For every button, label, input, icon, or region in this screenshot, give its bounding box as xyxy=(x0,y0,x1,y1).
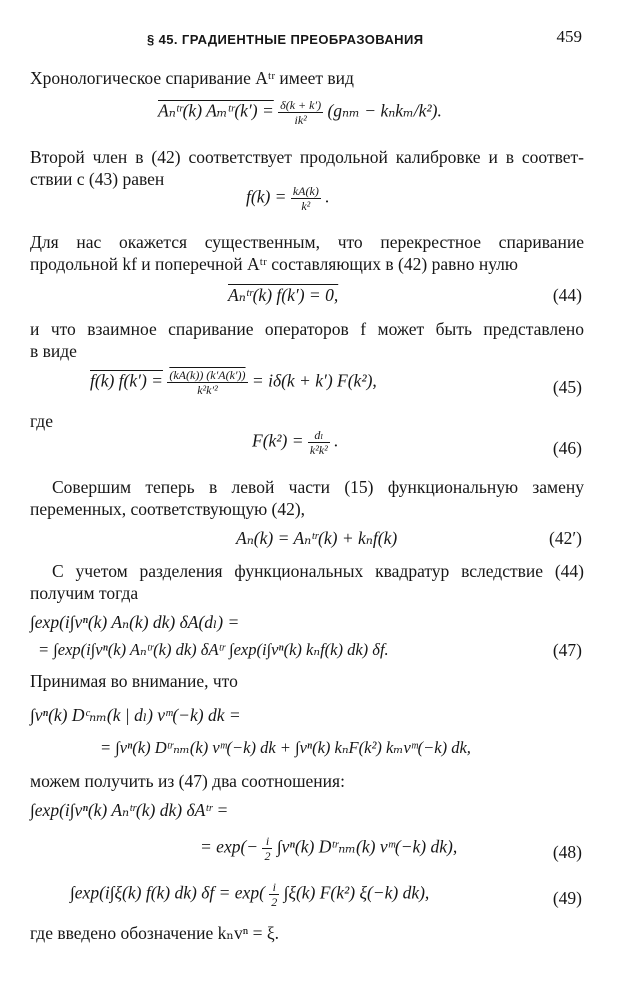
paragraph: переменных, соответствующую (42), xyxy=(30,499,306,519)
paragraph: в виде xyxy=(30,341,77,361)
fraction-numerator: dₗ xyxy=(308,428,330,443)
equation: ∫exp(i∫vⁿ(k) Aₙᵗʳ(k) dk) δAᵗʳ = xyxy=(30,800,229,820)
equation-number: (47) xyxy=(552,640,582,660)
fraction-numerator: i xyxy=(262,834,272,849)
equation xyxy=(246,184,330,213)
equation: = ∫exp(i∫vⁿ(k) Aₙᵗʳ(k) dk) δAᵗʳ ∫exp(i∫vⁿ(k) kₙf(k) dk) δf. xyxy=(38,640,389,659)
equation: = ∫vⁿ(k) Dᵗʳₙₘ(k) vᵐ(−k) dk + ∫vⁿ(k) kₙF(k²) kₘvᵐ(−k) dk, xyxy=(100,738,471,757)
fraction xyxy=(262,834,272,863)
fraction xyxy=(167,368,247,397)
fraction-denominator: 2 xyxy=(264,849,271,863)
fraction-denominator: k²k² xyxy=(309,443,328,457)
equation-lhs: f(k) f(k′) = xyxy=(90,370,163,391)
equation xyxy=(200,834,457,863)
page-number: 459 xyxy=(556,27,582,46)
equation-rhs: (gₙₘ − kₙkₘ/k²). xyxy=(327,100,442,121)
fraction-denominator: ik² xyxy=(294,113,307,127)
equation-lhs: F(k²) = xyxy=(252,430,304,451)
paragraph: продольной kf и поперечной Aᵗʳ составляющих в (42) равно нулю xyxy=(30,254,518,274)
equation-part: ∫ξ(k) F(k²) ξ(−k) dk), xyxy=(283,882,430,903)
equation: ∫exp(i∫vⁿ(k) Aₙ(k) dk) δA(dₗ) = xyxy=(30,612,240,632)
paragraph: Принимая во внимание, что xyxy=(30,671,238,691)
paragraph: где xyxy=(30,411,53,431)
equation-rhs: . xyxy=(325,186,330,207)
equation-rhs: . xyxy=(334,430,339,451)
equation-number: (46) xyxy=(552,438,582,458)
fraction-denominator: k² xyxy=(301,199,311,213)
running-header: § 45. ГРАДИЕНТНЫЕ ПРЕОБРАЗОВАНИЯ xyxy=(147,32,424,47)
equation-part: = exp(− xyxy=(200,836,259,857)
equation: ∫vⁿ(k) Dᶜₙₘ(k | dₗ) vᵐ(−k) dk = xyxy=(30,705,241,725)
paragraph: и что взаимное спаривание операторов f может быть представлено xyxy=(30,319,584,339)
paragraph: Для нас окажется существенным, что перекрестное спаривание xyxy=(30,232,584,252)
equation xyxy=(90,368,377,397)
paragraph: можем получить из (47) два соотношения: xyxy=(30,771,345,791)
equation-number: (45) xyxy=(552,377,582,397)
fraction-denominator: 2 xyxy=(271,895,278,909)
equation-number: (44) xyxy=(552,285,582,305)
fraction xyxy=(269,880,279,909)
equation-rhs: = iδ(k + k′) F(k²), xyxy=(251,370,377,391)
fraction xyxy=(291,184,321,213)
paragraph: Второй член в (42) соответствует продольной калибровке и в соответ- xyxy=(30,147,584,167)
equation-part: ∫exp(i∫ξ(k) f(k) dk) δf = exp( xyxy=(70,882,265,903)
equation-lhs: Aₙᵗʳ(k) Aₘᵗʳ(k′) = xyxy=(158,100,274,121)
equation-part: ∫vⁿ(k) Dᵗʳₙₘ(k) vᵐ(−k) dk), xyxy=(276,836,458,857)
equation: Aₙᵗʳ(k) f(k′) = 0, xyxy=(228,285,339,305)
equation-lhs: f(k) = xyxy=(246,186,287,207)
equation xyxy=(158,98,442,127)
equation-number: (49) xyxy=(552,888,582,908)
fraction xyxy=(308,428,330,457)
paragraph: Хронологическое спаривание Aᵗʳ имеет вид xyxy=(30,68,354,88)
equation: Aₙ(k) = Aₙᵗʳ(k) + kₙf(k) xyxy=(236,528,398,548)
paragraph: С учетом разделения функциональных квадратур вследствие (44) xyxy=(52,561,584,581)
fraction xyxy=(278,98,323,127)
equation xyxy=(70,880,429,909)
fraction-numerator: i xyxy=(269,880,279,895)
paragraph: получим тогда xyxy=(30,583,139,603)
fraction-numerator: δ(k + k′) xyxy=(280,98,322,112)
paragraph: Совершим теперь в левой части (15) функциональную замену xyxy=(52,477,584,497)
equation xyxy=(252,428,339,457)
paragraph: ствии с (43) равен xyxy=(30,169,165,189)
fraction-numerator: (kA(k)) (k′A(k′)) xyxy=(169,368,246,382)
paragraph: где введено обозначение kₙvⁿ = ξ. xyxy=(30,923,280,943)
equation-number: (42′) xyxy=(549,528,582,548)
equation-number: (48) xyxy=(552,842,582,862)
fraction-denominator: k²k′² xyxy=(197,383,218,397)
fraction-numerator: kA(k) xyxy=(292,184,319,198)
